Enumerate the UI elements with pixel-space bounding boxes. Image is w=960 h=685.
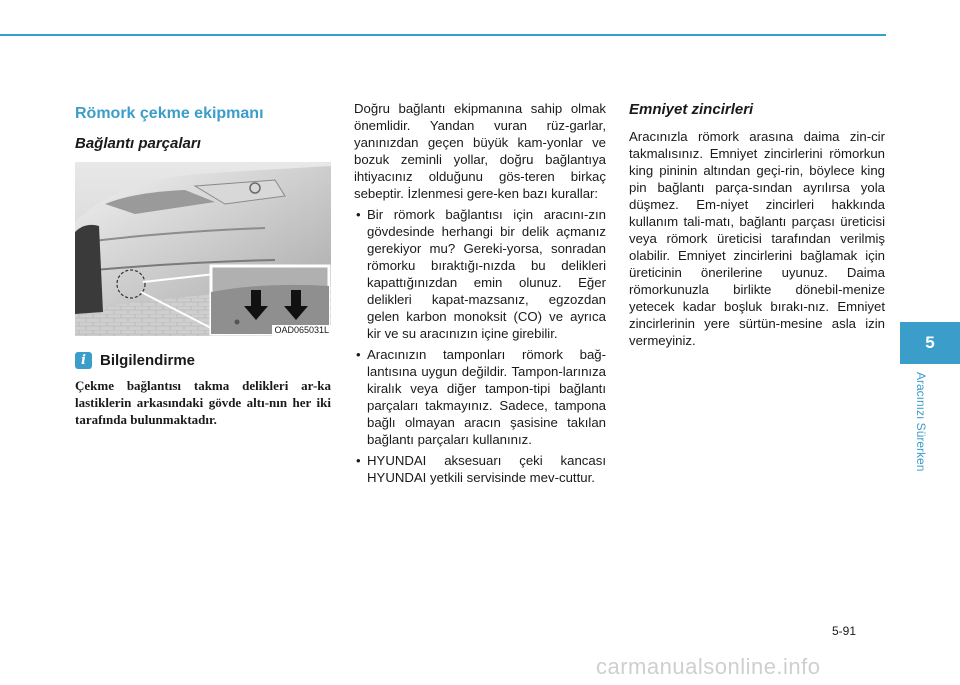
info-header bbox=[75, 352, 331, 369]
left-column bbox=[75, 100, 331, 428]
car-rear-illustration bbox=[75, 162, 331, 336]
list-item-text: Aracınızın tamponları römork bağ-lantısına uygun değildir. Tampon-larınıza kiralık veya diğer tampon-tipi bağlantı parçaları takmayınız. Sadece, tampona bağlı olmayan aracın şasisine takılan bağlantı parçaları kullanınız. bbox=[367, 347, 606, 447]
image-code: OAD065031L bbox=[274, 325, 329, 335]
list-item-text: Bir römork bağlantısı için aracını-zın gövdesinde herhangi bir delik açmanız gerekiyor mu? Gereki-yorsa, sonradan römorku bıraktığı-nızda bu delikleri kapattığınızdan emin olunuz. Eğer delikleri kapat-mazsanız, egzozdan gelen karbon monoksit (CO) ve ayrıca kir ve su aracınızın içine girebilir. bbox=[367, 207, 606, 341]
info-title: Bilgilendirme bbox=[100, 352, 196, 369]
rules-list bbox=[354, 206, 606, 486]
list-item bbox=[354, 346, 606, 448]
bullet-icon: • bbox=[356, 347, 361, 362]
list-item-text: HYUNDAI aksesuarı çeki kancası HYUNDAI yetkili servisinde mev-cuttur. bbox=[367, 453, 606, 485]
bullet-icon: • bbox=[356, 207, 361, 222]
right-column bbox=[629, 100, 885, 349]
middle-column bbox=[354, 100, 606, 490]
info-text: Çekme bağlantısı takma delikleri ar-ka lastiklerin arkasındaki gövde altı-nın her iki tarafında bulunmaktadır. bbox=[75, 378, 331, 427]
list-item bbox=[354, 206, 606, 342]
safety-chains-text: Aracınızla römork arasına daima zin-cir takmalısınız. Emniyet zincirlerini römorkun king pininin altından geçi-rin, böylece king pin bağlantı parça-sından ayrılırsa yola düşmez. Em-niyet zincirleri hakkında kullanım tali-matı, bağlantı parçası üreticisi veya römork üreticisi tarafından verilmiş olabilir. Emniyet zincirlerini bağlamak için üreticinin önerilerine uyunuz. Daima römorkunuzla birlikte dönebil-menize yetecek kadar boşluk bırakı-nız. Emniyet zincirlerinin yere sürtün-mesine asla izin vermeyiniz. bbox=[629, 129, 885, 348]
chapter-tab: 5 bbox=[900, 322, 960, 364]
intro-paragraph: Doğru bağlantı ekipmanına sahip olmak önemlidir. Yandan vuran rüz-garlar, yanınızdan geçen büyük kam-yonlar ve bozuk zeminli yollar, doğru bağlantıya ihtiyacınız olduğunu gös-teren birkaç sebeptir. İzlenmesi gere-ken bazı kurallar: bbox=[354, 101, 606, 201]
safety-chains-title: Emniyet zincirleri bbox=[629, 101, 754, 118]
top-rule bbox=[0, 34, 886, 36]
watermark: carmanualsonline.info bbox=[596, 654, 821, 679]
page-number: 5-91 bbox=[832, 624, 857, 638]
chapter-label: Aracınızı Sürerken bbox=[914, 372, 928, 472]
car-rear-photo bbox=[75, 162, 331, 336]
list-item bbox=[354, 452, 606, 486]
info-icon: i bbox=[75, 352, 92, 369]
section-title: Römork çekme ekipmanı bbox=[75, 105, 264, 122]
subsection-title: Bağlantı parçaları bbox=[75, 135, 201, 152]
bullet-icon: • bbox=[356, 453, 361, 468]
